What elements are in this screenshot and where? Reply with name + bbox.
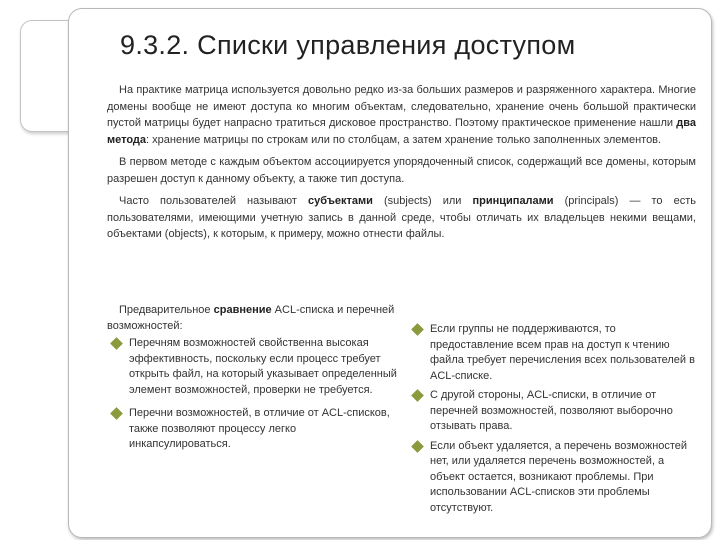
bullet-icon bbox=[411, 323, 424, 336]
left-column bbox=[107, 303, 399, 461]
slide-title: 9.3.2. Списки управления доступом bbox=[120, 30, 576, 60]
list-item: Если группы не поддерживаются, то предоставление всем прав на доступ к чтению файла требует перечисления всех пользователей в ACL-списке. bbox=[412, 322, 700, 384]
paragraph-3: Часто пользователей называют субъектами (subjects) или принципалами (principals) — то есть пользователями, имеющими учетную запись в данной среде, чтобы отличать их владельцев некими вещами, объектами (objects), к которым, к примеру, можно отнести файлы. bbox=[107, 195, 696, 240]
comparison-intro: Предварительное сравнение ACL-списка и перечней возможностей: bbox=[107, 304, 395, 332]
body-text bbox=[107, 82, 696, 249]
bold-principals: принципалами bbox=[472, 195, 554, 207]
bold-subjects: субъектами bbox=[308, 195, 373, 207]
list-item: Перечни возможностей, в отличие от ACL-списков, также позволяют процессу легко инкапсулироваться. bbox=[107, 406, 399, 453]
bold-comparison: сравнение bbox=[213, 304, 272, 316]
bullet-icon bbox=[411, 440, 424, 453]
list-item: Если объект удаляется, а перечень возможностей нет, или удаляется перечень возможностей, а объект остается, возникают проблемы. При использовании ACL-списков эти проблемы отсутствуют. bbox=[412, 439, 700, 517]
bold-two-methods: два метода bbox=[107, 117, 696, 146]
bullet-icon bbox=[411, 389, 424, 402]
bullet-icon bbox=[110, 337, 123, 350]
paragraph-1: На практике матрица используется довольно редко из-за больших размеров и разряженного характера. Многие домены вообще не имеют доступа ко многим объектам, следовательно, хранение очень большой практически пустой матрицы будет напрасно тратиться дисковое пространство. Поэтому практическое применение нашли два метода: хранение матрицы по строкам или по столбцам, а затем хранение только заполненных элементов. bbox=[107, 84, 696, 146]
right-list bbox=[412, 322, 700, 516]
paragraph-2: В первом методе с каждым объектом ассоциируется упорядоченный список, содержащий все домены, которым разрешен доступ к данному объекту, а также тип доступа. bbox=[107, 156, 696, 185]
bullet-icon bbox=[110, 407, 123, 420]
right-column bbox=[412, 322, 700, 520]
list-item: Перечням возможностей свойственна высокая эффективность, поскольку если процесс требует открыть файл, на который указывает определенный элемент возможностей, проверки не требуется. bbox=[107, 336, 399, 398]
left-list bbox=[107, 336, 399, 453]
list-item: С другой стороны, ACL-списки, в отличие от перечней возможностей, позволяют выборочно отзывать права. bbox=[412, 388, 700, 435]
